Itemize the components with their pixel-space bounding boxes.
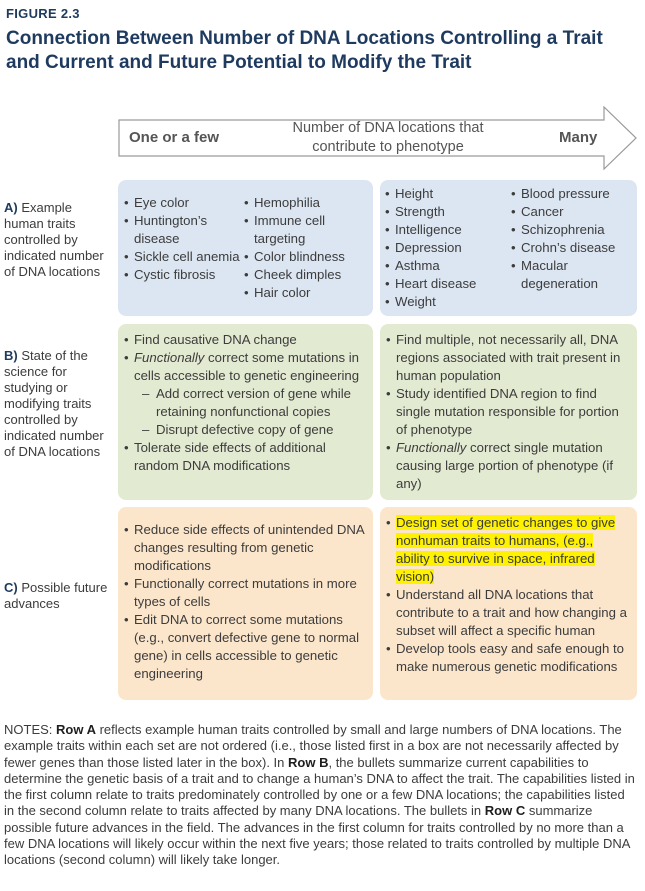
- sub-list-item: – Add correct version of gene while retaining nonfunctional copies: [142, 385, 367, 421]
- row-a-label: [4, 200, 112, 280]
- list-item: • Crohn’s disease: [511, 239, 635, 257]
- list-item: • Cheek dimples: [244, 266, 371, 284]
- row-c-letter: C): [4, 580, 18, 595]
- notes-row-c: Row C: [484, 803, 526, 819]
- emphasis-text: Functionally: [396, 440, 467, 455]
- list-item: • Intelligence: [385, 221, 509, 239]
- row-c-many-box: [380, 507, 637, 700]
- list-item: • Edit DNA to correct some mutations (e.g., convert defective gene to normal gene) in cells accessible to genetic engineering: [124, 611, 367, 683]
- highlighted-text: Design set of genetic changes to give nonhuman traits to humans, (e.g., ability to survive in space, infrared vision): [396, 515, 616, 584]
- list-item: • Cancer: [511, 203, 635, 221]
- list-item: • Huntington’s disease: [124, 212, 242, 248]
- list-item: • Heart disease: [385, 275, 509, 293]
- arrow-right-label: Many: [559, 129, 598, 146]
- row-c-label: [4, 580, 112, 612]
- list-item: • Tolerate side effects of additional random DNA modifications: [124, 439, 367, 475]
- list-item: • Sickle cell anemia: [124, 248, 242, 266]
- row-a-few-box: [118, 180, 373, 316]
- list-item: • Reduce side effects of unintended DNA changes resulting from genetic modifications: [124, 521, 367, 575]
- list-item: [124, 349, 367, 439]
- list-item: • Immune cell targeting: [244, 212, 371, 248]
- list-item: [386, 439, 629, 493]
- arrow-middle-label: Number of DNA locations that contribute to phenotype: [292, 120, 484, 155]
- list-item: • Depression: [385, 239, 509, 257]
- row-b-text: State of the science for studying or modifying traits controlled by indicated number of DNA locations: [4, 348, 104, 459]
- list-item: • Cystic fibrosis: [124, 266, 242, 284]
- list-item: • Functionally correct mutations in more types of cells: [124, 575, 367, 611]
- notes-row-b: Row B: [288, 754, 329, 770]
- sub-list-item: – Disrupt defective copy of gene: [142, 421, 367, 439]
- list-item: • Find causative DNA change: [124, 331, 367, 349]
- list-item: • Asthma: [385, 257, 509, 275]
- list-item-text: correct some mutations in cells accessible to genetic engineering: [134, 350, 360, 383]
- row-a-text: Example human traits controlled by indicated number of DNA locations: [4, 200, 104, 279]
- list-item: • Strength: [385, 203, 509, 221]
- notes-text: summarize possible future advances in the field. The advances in the first column for traits controlled by no more than a few DNA locations will likely occur within the next five years; those related to traits controlled by multiple DNA locations (second column) will likely take longer.: [4, 803, 630, 868]
- notes-paragraph: [4, 722, 636, 869]
- list-item: • Schizophrenia: [511, 221, 635, 239]
- row-c-text: Possible future advances: [4, 580, 108, 611]
- direction-arrow: [118, 106, 638, 170]
- list-item: • Height: [385, 185, 509, 203]
- row-b-many-box: [380, 324, 637, 500]
- list-item: • Hair color: [244, 284, 371, 302]
- emphasis-text: Functionally: [134, 350, 205, 365]
- notes-row-a: Row A: [56, 722, 96, 737]
- list-item: • Weight: [385, 293, 509, 311]
- row-b-few-box: [118, 324, 373, 500]
- notes-text: , the bullets summarize current capabilities to determine the genetic basis of a trait and to change a human’s DNA to affect the trait. The capabilities listed in the first column relate to traits predominately controlled by one or a few DNA locations; the capabilities listed in the second column relate to traits affected by many DNA locations. The bullets in: [4, 754, 635, 819]
- row-b-letter: B): [4, 348, 18, 363]
- list-item: • Blood pressure: [511, 185, 635, 203]
- list-item: • Hemophilia: [244, 194, 371, 212]
- list-item: • Color blindness: [244, 248, 371, 266]
- notes-text: reflects example human traits controlled by small and large numbers of DNA locations. The example traits within each set are not ordered (i.e., those listed first in a box are not necessarily affected by fewer genes than those listed later in the box). In: [4, 722, 622, 770]
- list-item: • Develop tools easy and safe enough to make numerous genetic modifications: [386, 640, 629, 676]
- list-item: • Macular degeneration: [511, 257, 635, 293]
- list-item-highlighted: [386, 514, 629, 586]
- list-item: • Find multiple, not necessarily all, DNA regions associated with trait present in human population: [386, 331, 629, 385]
- row-c-few-box: [118, 507, 373, 700]
- row-a-letter: A): [4, 200, 18, 215]
- row-a-many-box: [380, 180, 637, 316]
- figure-title: Connection Between Number of DNA Locations Controlling a Trait and Current and Future Potential to Modify the Trait: [6, 28, 603, 73]
- row-b-label: [4, 348, 112, 460]
- figure-label: FIGURE 2.3: [6, 6, 80, 21]
- list-item: • Study identified DNA region to find single mutation responsible for portion of phenotype: [386, 385, 629, 439]
- notes-prefix: NOTES:: [4, 722, 57, 737]
- arrow-left-label: One or a few: [129, 129, 220, 146]
- list-item: • Eye color: [124, 194, 242, 212]
- list-item-text: correct single mutation causing large portion of phenotype (if any): [396, 440, 614, 491]
- list-item: • Understand all DNA locations that contribute to a trait and how changing a subset will affect a specific human: [386, 586, 629, 640]
